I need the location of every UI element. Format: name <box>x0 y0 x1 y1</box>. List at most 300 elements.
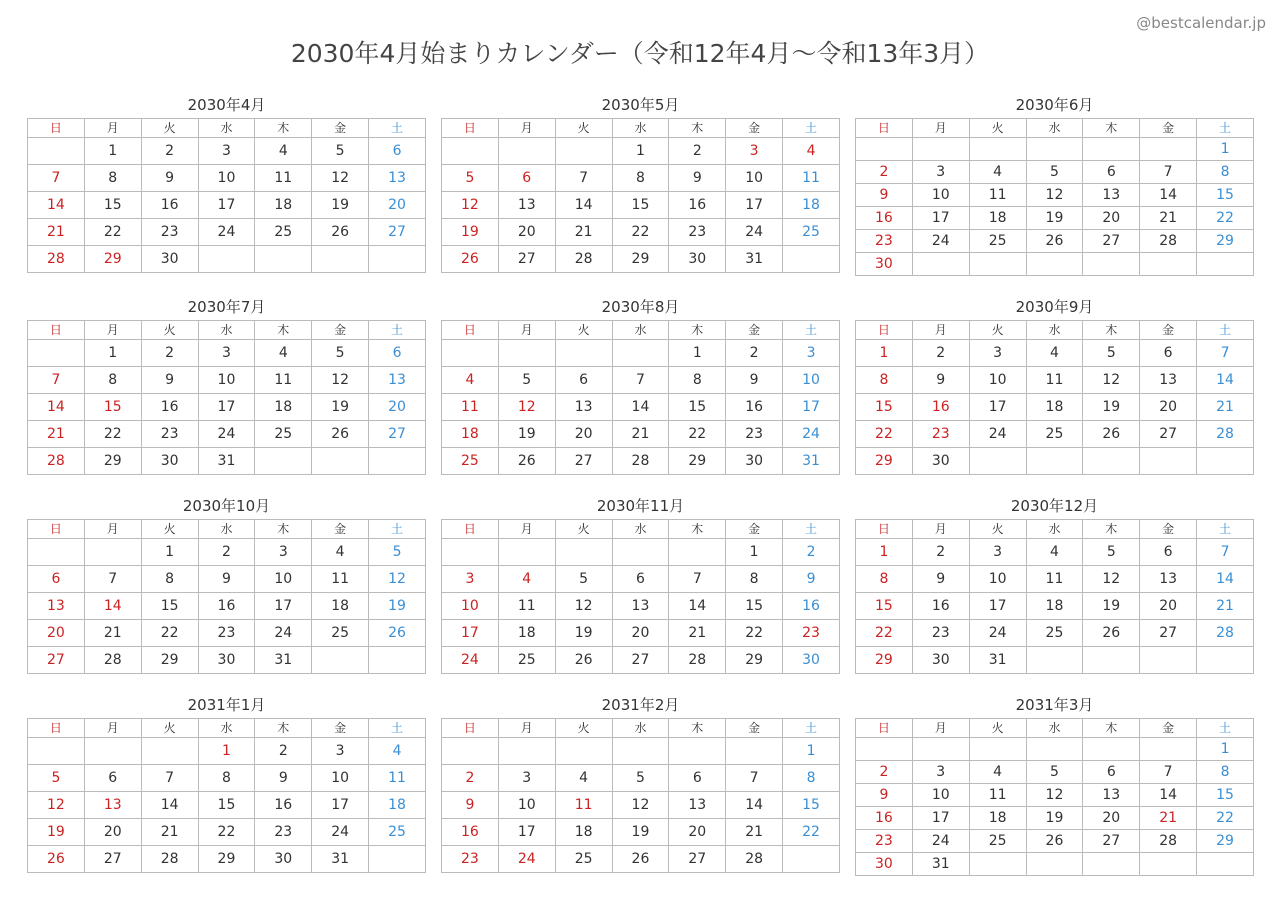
empty-day-cell <box>555 539 612 566</box>
day-cell: 26 <box>612 846 669 873</box>
day-cell: 10 <box>783 367 840 394</box>
week-row <box>856 253 1254 276</box>
empty-day-cell <box>312 246 369 273</box>
week-row <box>28 192 426 219</box>
day-cell: 22 <box>856 620 913 647</box>
day-cell: 11 <box>969 184 1026 207</box>
empty-day-cell <box>969 853 1026 876</box>
day-cell: 1 <box>669 340 726 367</box>
week-row <box>28 539 426 566</box>
weekday-header: 木 <box>255 520 312 539</box>
day-cell: 17 <box>198 192 255 219</box>
day-cell: 11 <box>312 566 369 593</box>
weekday-header: 月 <box>498 719 555 738</box>
weekday-header: 土 <box>1197 321 1254 340</box>
day-cell: 16 <box>856 207 913 230</box>
day-cell: 13 <box>28 593 85 620</box>
weekday-header-row <box>28 119 426 138</box>
day-cell: 19 <box>312 394 369 421</box>
day-cell: 3 <box>312 738 369 765</box>
day-cell: 28 <box>141 846 198 873</box>
day-cell: 22 <box>783 819 840 846</box>
day-cell: 25 <box>498 647 555 674</box>
day-cell: 14 <box>1197 566 1254 593</box>
day-cell: 23 <box>856 230 913 253</box>
day-cell: 13 <box>84 792 141 819</box>
weekday-header: 火 <box>969 119 1026 138</box>
weekday-header: 金 <box>312 119 369 138</box>
weekday-header: 金 <box>1140 520 1197 539</box>
week-row <box>856 761 1254 784</box>
day-cell: 31 <box>969 647 1026 674</box>
day-cell: 21 <box>555 219 612 246</box>
day-cell: 15 <box>84 192 141 219</box>
day-cell: 26 <box>1026 830 1083 853</box>
day-cell: 22 <box>84 219 141 246</box>
week-row <box>442 138 840 165</box>
week-row <box>28 448 426 475</box>
empty-day-cell <box>442 738 499 765</box>
day-cell: 11 <box>442 394 499 421</box>
day-cell: 16 <box>856 807 913 830</box>
day-cell: 20 <box>369 394 426 421</box>
month-title: 2030年4月 <box>187 96 266 114</box>
day-cell: 15 <box>726 593 783 620</box>
day-cell: 2 <box>141 340 198 367</box>
empty-day-cell <box>1083 138 1140 161</box>
day-cell: 8 <box>856 566 913 593</box>
weekday-header: 木 <box>1083 520 1140 539</box>
week-row <box>28 846 426 873</box>
empty-day-cell <box>1140 647 1197 674</box>
day-cell: 4 <box>1026 340 1083 367</box>
week-row <box>28 765 426 792</box>
day-cell: 7 <box>726 765 783 792</box>
empty-day-cell <box>1026 853 1083 876</box>
week-row <box>442 647 840 674</box>
week-row <box>442 792 840 819</box>
day-cell: 3 <box>498 765 555 792</box>
day-cell: 18 <box>783 192 840 219</box>
day-cell: 21 <box>726 819 783 846</box>
empty-day-cell <box>1083 647 1140 674</box>
day-cell: 30 <box>141 246 198 273</box>
month-title: 2030年6月 <box>1015 96 1094 114</box>
day-cell: 7 <box>84 566 141 593</box>
empty-day-cell <box>1083 448 1140 475</box>
day-cell: 30 <box>912 647 969 674</box>
day-cell: 21 <box>1140 807 1197 830</box>
day-cell: 1 <box>783 738 840 765</box>
day-cell: 6 <box>369 138 426 165</box>
month-calendar <box>27 294 426 475</box>
day-cell: 17 <box>198 394 255 421</box>
day-cell: 8 <box>726 566 783 593</box>
month-title: 2031年1月 <box>187 696 266 714</box>
day-cell: 10 <box>198 165 255 192</box>
weekday-header: 水 <box>1026 719 1083 738</box>
weekday-header-row <box>442 520 840 539</box>
day-cell: 31 <box>912 853 969 876</box>
day-cell: 4 <box>498 566 555 593</box>
day-cell: 2 <box>912 539 969 566</box>
week-row <box>442 448 840 475</box>
week-row <box>856 807 1254 830</box>
empty-day-cell <box>1197 253 1254 276</box>
month-calendar <box>27 692 426 876</box>
day-cell: 23 <box>442 846 499 873</box>
month-title: 2030年7月 <box>187 298 266 316</box>
day-cell: 11 <box>555 792 612 819</box>
day-cell: 10 <box>255 566 312 593</box>
day-cell: 28 <box>612 448 669 475</box>
day-cell: 1 <box>612 138 669 165</box>
day-cell: 27 <box>1140 421 1197 448</box>
day-cell: 25 <box>312 620 369 647</box>
day-cell: 28 <box>669 647 726 674</box>
weekday-header: 火 <box>141 719 198 738</box>
empty-day-cell <box>141 738 198 765</box>
weekday-header-row <box>442 321 840 340</box>
day-cell: 23 <box>255 819 312 846</box>
empty-day-cell <box>1083 853 1140 876</box>
empty-day-cell <box>1140 853 1197 876</box>
empty-day-cell <box>1026 738 1083 761</box>
weekday-header: 金 <box>726 719 783 738</box>
day-cell: 12 <box>312 165 369 192</box>
empty-day-cell <box>28 539 85 566</box>
month-title: 2030年10月 <box>182 497 271 515</box>
day-cell: 18 <box>498 620 555 647</box>
day-cell: 31 <box>198 448 255 475</box>
empty-day-cell <box>1026 647 1083 674</box>
day-cell: 22 <box>612 219 669 246</box>
day-cell: 24 <box>726 219 783 246</box>
week-row <box>856 647 1254 674</box>
day-cell: 13 <box>1083 784 1140 807</box>
day-cell: 3 <box>255 539 312 566</box>
week-row <box>442 394 840 421</box>
empty-day-cell <box>312 448 369 475</box>
day-cell: 5 <box>312 138 369 165</box>
day-cell: 29 <box>669 448 726 475</box>
day-cell: 17 <box>912 207 969 230</box>
day-cell: 17 <box>783 394 840 421</box>
day-cell: 30 <box>198 647 255 674</box>
day-cell: 8 <box>1197 761 1254 784</box>
day-cell: 26 <box>312 421 369 448</box>
week-row <box>856 138 1254 161</box>
week-row <box>28 647 426 674</box>
day-cell: 1 <box>84 138 141 165</box>
weekday-header-row <box>856 321 1254 340</box>
day-cell: 4 <box>555 765 612 792</box>
day-cell: 10 <box>198 367 255 394</box>
weekday-header: 月 <box>84 719 141 738</box>
day-cell: 3 <box>912 761 969 784</box>
day-cell: 18 <box>969 207 1026 230</box>
weekday-header: 火 <box>141 321 198 340</box>
day-cell: 7 <box>28 165 85 192</box>
day-cell: 21 <box>84 620 141 647</box>
day-cell: 8 <box>612 165 669 192</box>
day-cell: 10 <box>726 165 783 192</box>
day-cell: 1 <box>1197 738 1254 761</box>
day-cell: 19 <box>1026 207 1083 230</box>
day-cell: 27 <box>669 846 726 873</box>
day-cell: 8 <box>856 367 913 394</box>
weekday-header: 水 <box>612 119 669 138</box>
day-cell: 25 <box>1026 620 1083 647</box>
week-row <box>856 620 1254 647</box>
day-cell: 9 <box>141 367 198 394</box>
day-cell: 2 <box>669 138 726 165</box>
day-cell: 27 <box>555 448 612 475</box>
weekday-header: 日 <box>442 520 499 539</box>
day-cell: 10 <box>969 566 1026 593</box>
empty-day-cell <box>369 846 426 873</box>
day-cell: 21 <box>141 819 198 846</box>
week-row <box>856 207 1254 230</box>
day-cell: 16 <box>141 192 198 219</box>
weekday-header: 水 <box>198 119 255 138</box>
weekday-header: 火 <box>969 321 1026 340</box>
day-cell: 9 <box>783 566 840 593</box>
day-cell: 6 <box>28 566 85 593</box>
empty-day-cell <box>726 738 783 765</box>
day-cell: 17 <box>969 593 1026 620</box>
day-cell: 2 <box>856 161 913 184</box>
weekday-header: 土 <box>369 321 426 340</box>
empty-day-cell <box>255 246 312 273</box>
month-table <box>27 718 426 873</box>
weekday-header-row <box>442 119 840 138</box>
empty-day-cell <box>612 539 669 566</box>
day-cell: 29 <box>198 846 255 873</box>
month-table <box>855 718 1254 876</box>
day-cell: 28 <box>555 246 612 273</box>
day-cell: 7 <box>555 165 612 192</box>
month-title: 2030年8月 <box>601 298 680 316</box>
empty-day-cell <box>783 246 840 273</box>
day-cell: 15 <box>141 593 198 620</box>
weekday-header: 土 <box>369 119 426 138</box>
day-cell: 15 <box>84 394 141 421</box>
month-table <box>441 118 840 273</box>
day-cell: 8 <box>198 765 255 792</box>
empty-day-cell <box>856 738 913 761</box>
day-cell: 16 <box>726 394 783 421</box>
day-cell: 14 <box>28 192 85 219</box>
empty-day-cell <box>255 448 312 475</box>
day-cell: 31 <box>726 246 783 273</box>
day-cell: 27 <box>612 647 669 674</box>
day-cell: 16 <box>669 192 726 219</box>
empty-day-cell <box>1026 253 1083 276</box>
day-cell: 25 <box>969 830 1026 853</box>
day-cell: 21 <box>28 219 85 246</box>
weekday-header: 木 <box>669 119 726 138</box>
day-cell: 20 <box>669 819 726 846</box>
day-cell: 28 <box>84 647 141 674</box>
day-cell: 19 <box>28 819 85 846</box>
day-cell: 11 <box>498 593 555 620</box>
day-cell: 13 <box>369 165 426 192</box>
empty-day-cell <box>1026 138 1083 161</box>
week-row <box>28 138 426 165</box>
day-cell: 23 <box>912 620 969 647</box>
day-cell: 9 <box>912 367 969 394</box>
week-row <box>28 792 426 819</box>
day-cell: 12 <box>1026 784 1083 807</box>
day-cell: 30 <box>856 853 913 876</box>
day-cell: 4 <box>255 138 312 165</box>
month-table <box>855 118 1254 276</box>
day-cell: 29 <box>84 448 141 475</box>
day-cell: 20 <box>1140 593 1197 620</box>
week-row <box>856 830 1254 853</box>
day-cell: 6 <box>669 765 726 792</box>
day-cell: 2 <box>912 340 969 367</box>
week-row <box>442 738 840 765</box>
day-cell: 18 <box>442 421 499 448</box>
day-cell: 17 <box>969 394 1026 421</box>
day-cell: 31 <box>783 448 840 475</box>
day-cell: 20 <box>369 192 426 219</box>
page-title: 2030年4月始まりカレンダー（令和12年4月〜令和13年3月） <box>290 39 990 68</box>
month-calendar <box>441 92 840 276</box>
day-cell: 23 <box>669 219 726 246</box>
day-cell: 20 <box>1083 807 1140 830</box>
month-calendar <box>855 692 1254 876</box>
day-cell: 15 <box>1197 784 1254 807</box>
day-cell: 12 <box>612 792 669 819</box>
day-cell: 3 <box>969 340 1026 367</box>
empty-day-cell <box>498 539 555 566</box>
day-cell: 17 <box>255 593 312 620</box>
weekday-header: 木 <box>1083 321 1140 340</box>
day-cell: 10 <box>912 784 969 807</box>
day-cell: 24 <box>312 819 369 846</box>
day-cell: 29 <box>1197 230 1254 253</box>
day-cell: 25 <box>255 219 312 246</box>
month-table <box>27 118 426 273</box>
weekday-header: 土 <box>1197 520 1254 539</box>
day-cell: 30 <box>255 846 312 873</box>
day-cell: 8 <box>84 367 141 394</box>
week-row <box>856 421 1254 448</box>
month-calendar <box>855 493 1254 674</box>
weekday-header: 日 <box>442 119 499 138</box>
day-cell: 21 <box>28 421 85 448</box>
week-row <box>856 593 1254 620</box>
day-cell: 1 <box>726 539 783 566</box>
day-cell: 23 <box>783 620 840 647</box>
weekday-header: 日 <box>856 520 913 539</box>
week-row <box>442 367 840 394</box>
weekday-header: 日 <box>28 321 85 340</box>
weekday-header: 土 <box>783 119 840 138</box>
month-title: 2030年9月 <box>1015 298 1094 316</box>
day-cell: 26 <box>1026 230 1083 253</box>
day-cell: 9 <box>912 566 969 593</box>
empty-day-cell <box>555 340 612 367</box>
day-cell: 12 <box>442 192 499 219</box>
day-cell: 22 <box>198 819 255 846</box>
day-cell: 28 <box>726 846 783 873</box>
day-cell: 4 <box>369 738 426 765</box>
week-row <box>856 230 1254 253</box>
week-row <box>28 340 426 367</box>
day-cell: 16 <box>783 593 840 620</box>
day-cell: 13 <box>369 367 426 394</box>
day-cell: 27 <box>1140 620 1197 647</box>
day-cell: 18 <box>969 807 1026 830</box>
day-cell: 25 <box>1026 421 1083 448</box>
day-cell: 22 <box>141 620 198 647</box>
weekday-header-row <box>856 520 1254 539</box>
day-cell: 10 <box>498 792 555 819</box>
day-cell: 10 <box>312 765 369 792</box>
weekday-header: 金 <box>312 321 369 340</box>
day-cell: 31 <box>255 647 312 674</box>
day-cell: 9 <box>198 566 255 593</box>
day-cell: 16 <box>255 792 312 819</box>
day-cell: 19 <box>555 620 612 647</box>
day-cell: 9 <box>141 165 198 192</box>
day-cell: 20 <box>498 219 555 246</box>
empty-day-cell <box>969 253 1026 276</box>
day-cell: 9 <box>856 784 913 807</box>
week-row <box>28 566 426 593</box>
week-row <box>28 246 426 273</box>
empty-day-cell <box>442 340 499 367</box>
day-cell: 15 <box>669 394 726 421</box>
weekday-header: 金 <box>312 520 369 539</box>
weekday-header: 金 <box>312 719 369 738</box>
day-cell: 28 <box>1197 620 1254 647</box>
day-cell: 13 <box>1140 367 1197 394</box>
day-cell: 11 <box>255 165 312 192</box>
day-cell: 9 <box>856 184 913 207</box>
day-cell: 18 <box>1026 593 1083 620</box>
day-cell: 30 <box>669 246 726 273</box>
week-row <box>442 593 840 620</box>
week-row <box>856 448 1254 475</box>
weekday-header: 月 <box>84 520 141 539</box>
empty-day-cell <box>1140 253 1197 276</box>
day-cell: 21 <box>1197 593 1254 620</box>
weekday-header: 水 <box>198 719 255 738</box>
day-cell: 3 <box>726 138 783 165</box>
empty-day-cell <box>1140 138 1197 161</box>
day-cell: 17 <box>726 192 783 219</box>
weekday-header: 日 <box>856 321 913 340</box>
empty-day-cell <box>856 138 913 161</box>
weekday-header: 木 <box>669 520 726 539</box>
empty-day-cell <box>312 647 369 674</box>
month-table <box>27 519 426 674</box>
day-cell: 21 <box>612 421 669 448</box>
week-row <box>442 765 840 792</box>
day-cell: 6 <box>84 765 141 792</box>
day-cell: 4 <box>969 161 1026 184</box>
week-row <box>856 161 1254 184</box>
day-cell: 24 <box>912 830 969 853</box>
week-row <box>442 620 840 647</box>
week-row <box>28 819 426 846</box>
weekday-header: 月 <box>912 719 969 738</box>
